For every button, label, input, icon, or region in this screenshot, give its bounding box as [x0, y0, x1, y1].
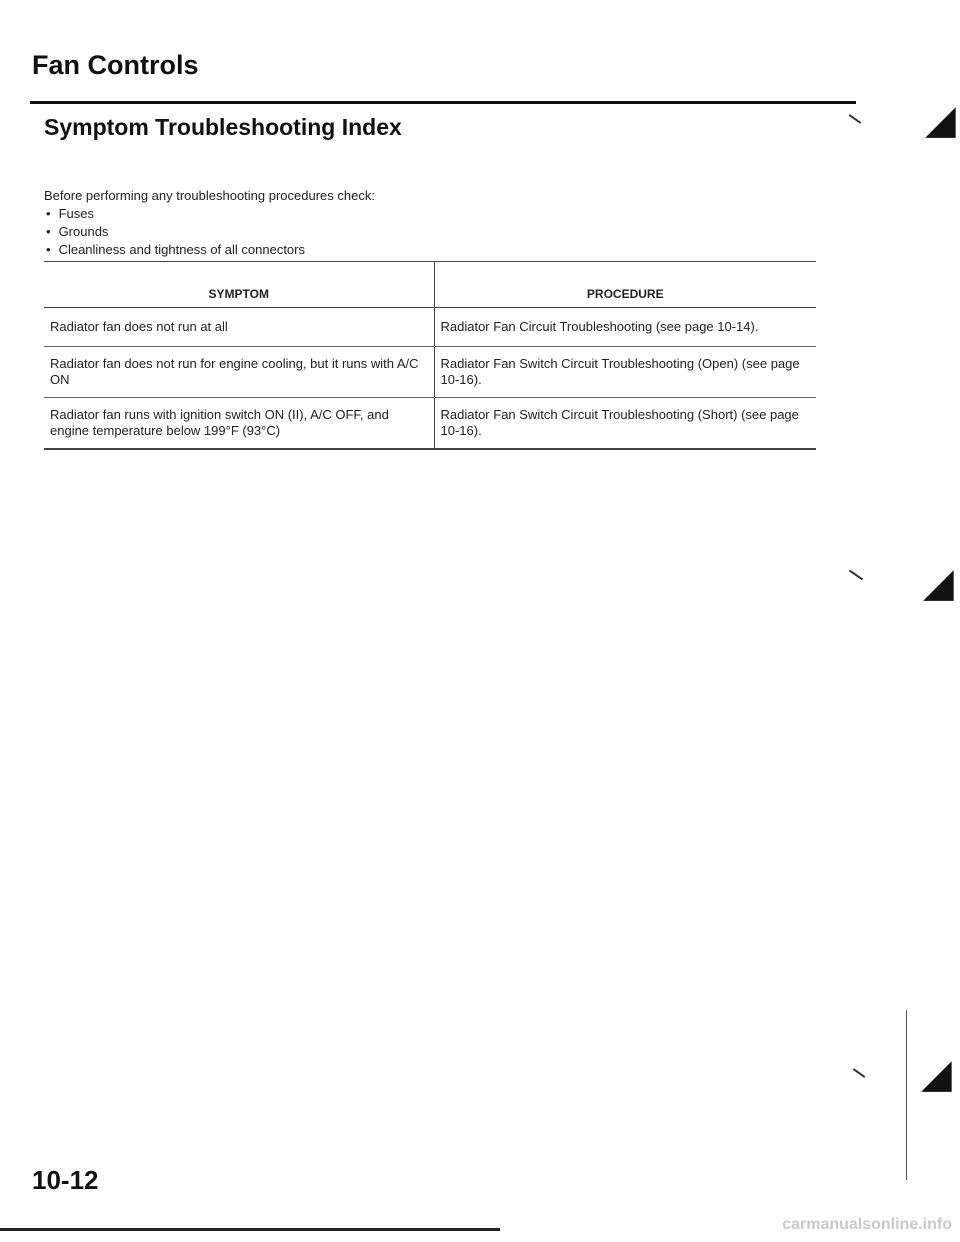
symptom-cell: Radiator fan runs with ignition switch ON (II), A/C OFF, and engine temperature below 199°F (93°C) — [44, 398, 434, 450]
procedure-cell: Radiator Fan Switch Circuit Troubleshooting (Open) (see page 10-16). — [434, 347, 816, 398]
table-row — [44, 347, 816, 398]
margin-tab-icon: ◢ — [921, 1052, 952, 1096]
symptom-cell: Radiator fan does not run for engine cooling, but it runs with A/C ON — [44, 347, 434, 398]
corner-tick-mark — [849, 114, 862, 124]
symptom-cell: Radiator fan does not run at all — [44, 308, 434, 347]
check-item: • Cleanliness and tightness of all connectors — [44, 241, 494, 259]
symptom-table — [44, 261, 816, 450]
check-list — [44, 205, 494, 259]
procedure-cell: Radiator Fan Switch Circuit Troubleshooting (Short) (see page 10-16). — [434, 398, 816, 450]
table-header-row — [44, 262, 816, 308]
check-item: • Fuses — [44, 205, 494, 223]
margin-tab-icon: ◢ — [925, 98, 956, 142]
corner-tick-mark — [853, 1068, 866, 1078]
procedure-cell: Radiator Fan Circuit Troubleshooting (see page 10-14). — [434, 308, 816, 347]
page-number: 10-12 — [32, 1165, 99, 1195]
margin-tab-icon: ◢ — [923, 561, 954, 605]
section-title: Symptom Troubleshooting Index — [44, 114, 402, 140]
footer-divider — [0, 1228, 500, 1231]
intro-block — [44, 187, 494, 259]
page-title: Fan Controls — [32, 50, 199, 80]
column-header-symptom: SYMPTOM — [44, 262, 434, 308]
margin-guide-line — [906, 1010, 907, 1180]
table-row — [44, 398, 816, 450]
title-divider — [30, 101, 856, 104]
column-header-procedure: PROCEDURE — [434, 262, 816, 308]
table-row — [44, 308, 816, 347]
watermark: carmanualsonline.info — [782, 1216, 952, 1233]
intro-lead: Before performing any troubleshooting procedures check: — [44, 188, 375, 203]
check-item: • Grounds — [44, 223, 494, 241]
corner-tick-mark — [849, 570, 863, 581]
